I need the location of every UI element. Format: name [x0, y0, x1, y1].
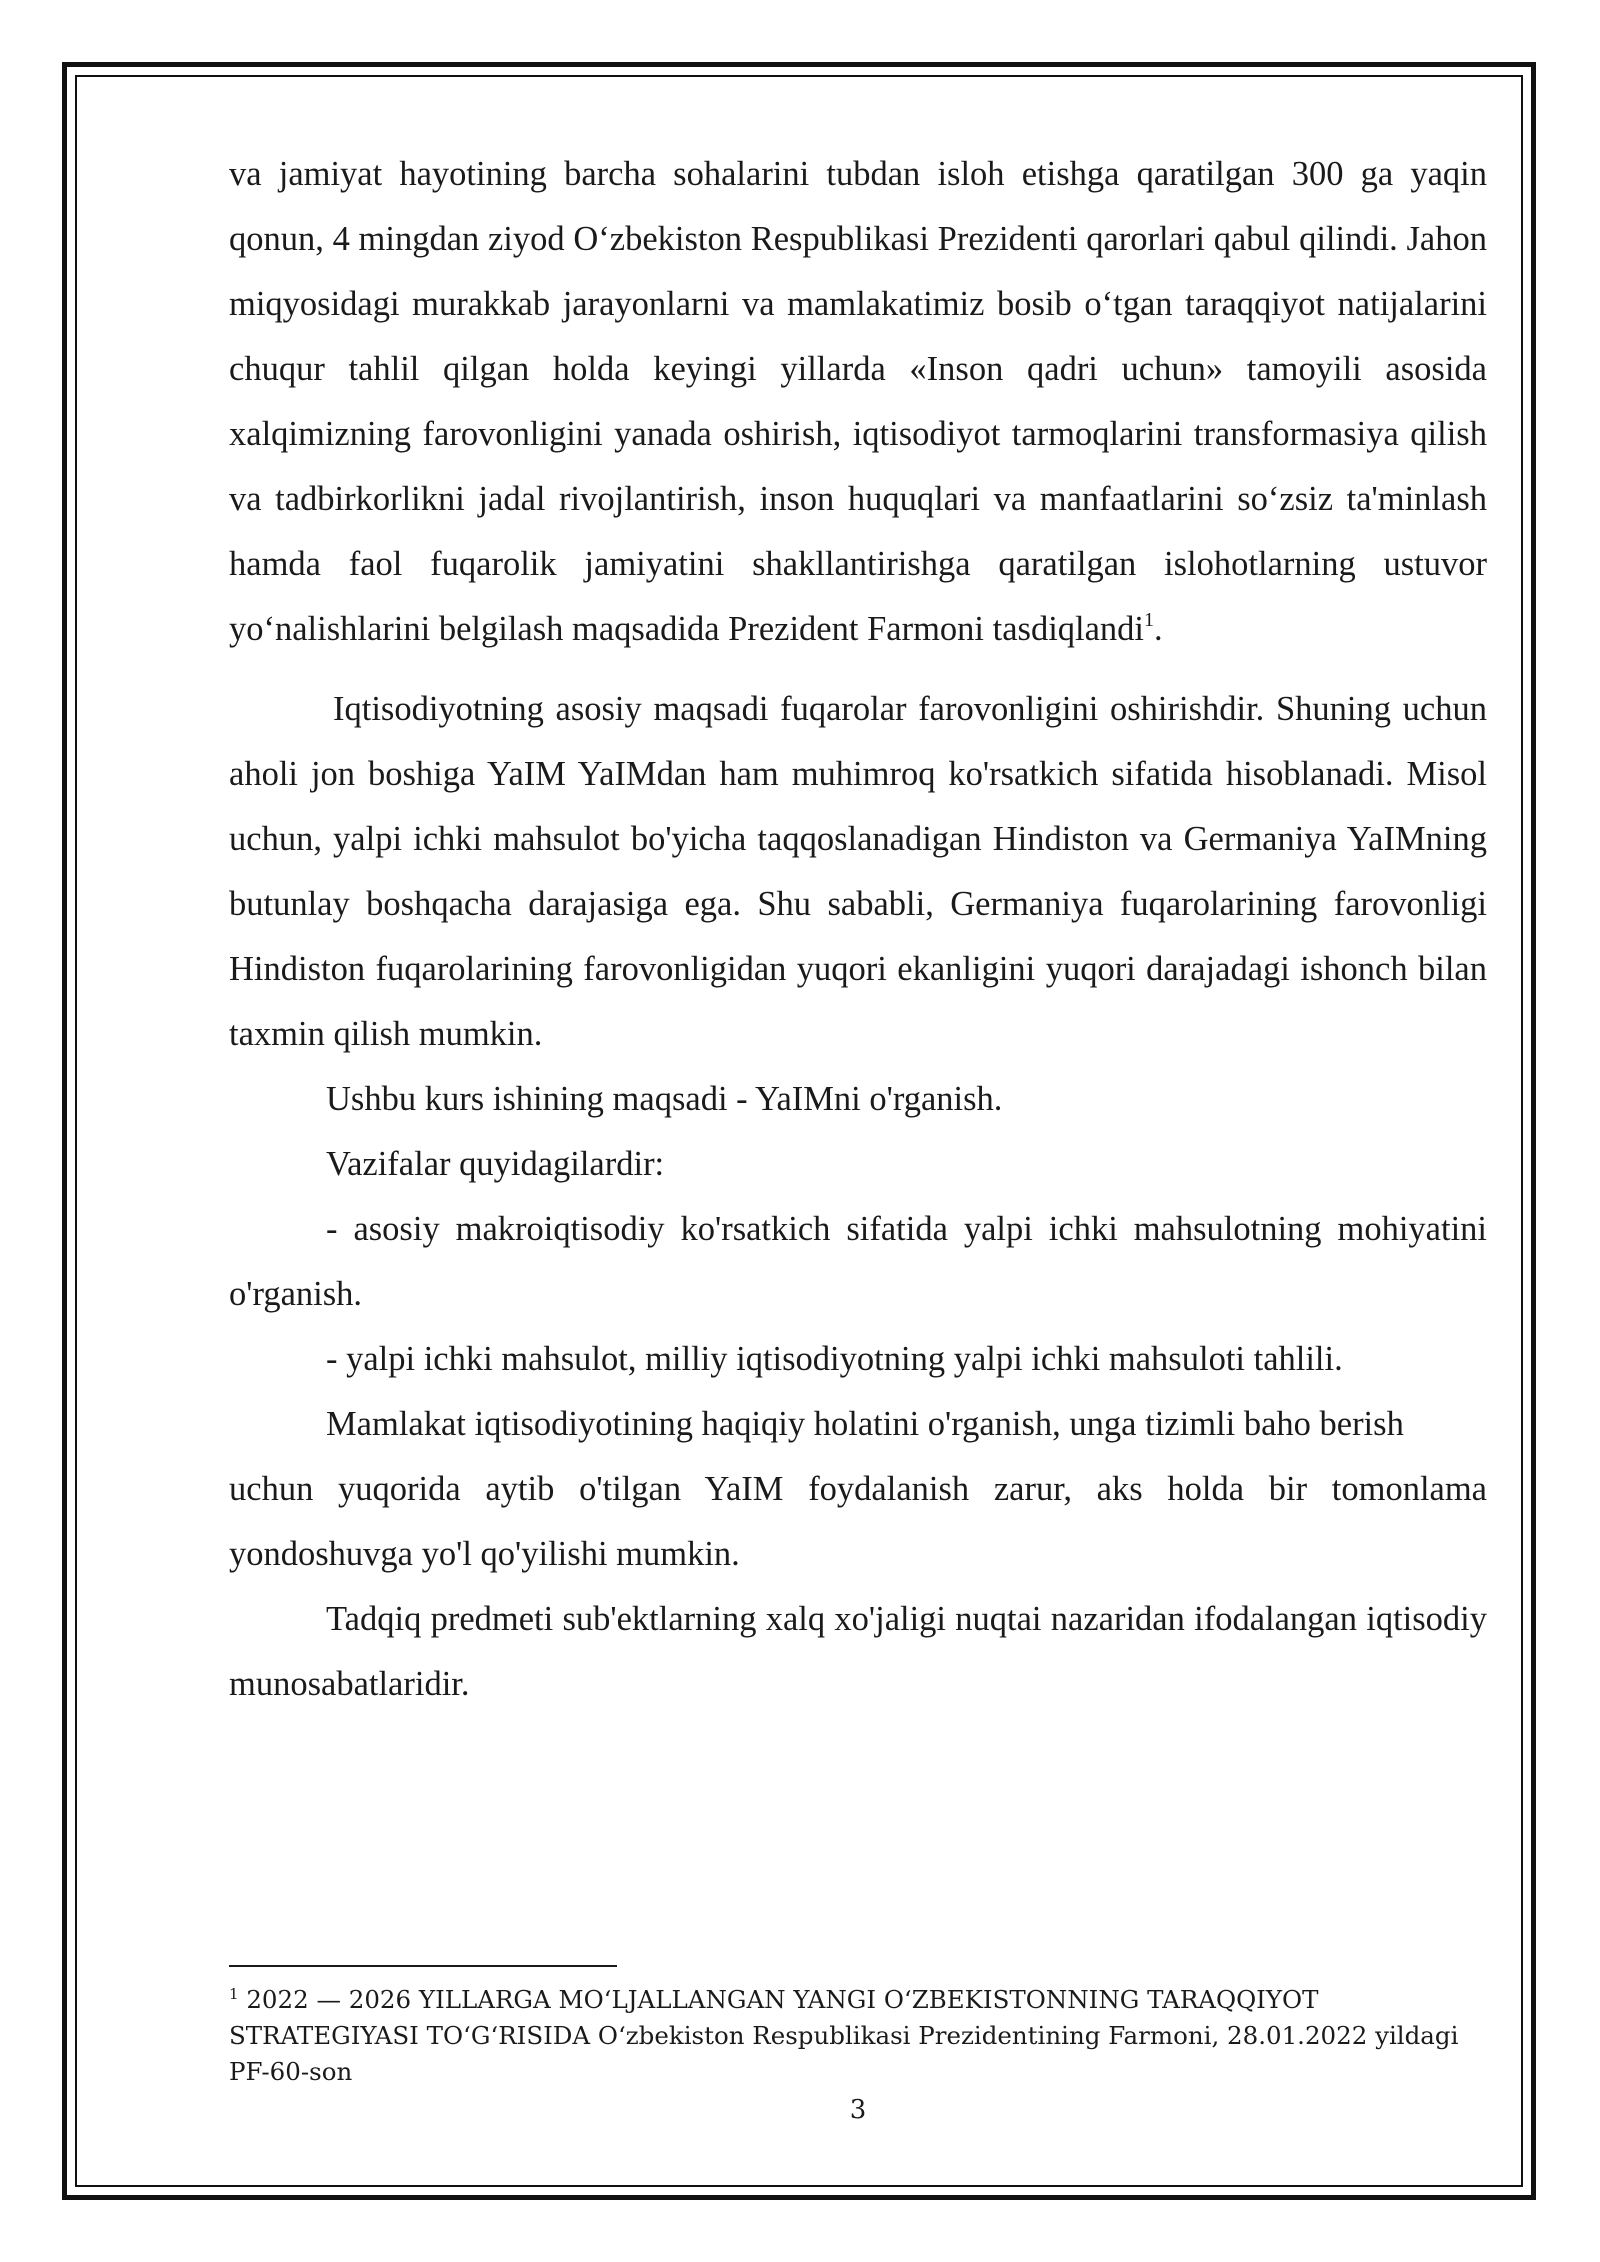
paragraph-1: [229, 142, 1487, 662]
paragraph-1-end: .: [1154, 610, 1163, 648]
footnote-reference: 1: [1144, 609, 1155, 631]
footnote-marker: 1: [229, 1985, 239, 2003]
paragraph-subject: Tadqiq predmeti sub'ektlarning xalq xo'jaligi nuqtai nazaridan ifodalangan iqtisodiy munosabatlaridir.: [229, 1600, 1487, 1703]
paragraph-2: Iqtisodiyotning asosiy maqsadi fuqarolar farovonligini oshirishdir. Shuning uchun aholi jon boshiga YaIM YaIMdan ham muhimroq ko'rsatkich sifatida hisoblanadi. Misol uchun, yalpi ichki mahsulot bo'yicha taqqoslanadigan Hindiston va Germaniya YaIMning butunlay boshqacha darajasiga ega. Shu sababli, Germaniya fuqarolarining farovonligi Hindiston fuqarolarining farovonligidan yuqori ekanligini yuqori darajadagi ishonch bilan taxmin qilish mumkin.: [229, 690, 1487, 1053]
document-body: [229, 142, 1487, 1717]
footnote-text: 2022 — 2026 YILLARGA MO‘LJALLANGAN YANGI O‘ZBEKISTONNING TARAQQIYOT STRATEGIYASI TO‘G‘RISIDA O‘zbekiston Respublikasi Prezidentining Farmoni, 28.01.2022 yildagi PF-60-son: [229, 1985, 1459, 2086]
footnote: [229, 1982, 1489, 2090]
page-number: 3: [849, 2095, 867, 2125]
paragraph-tasks-heading: Vazifalar quyidagilardir:: [326, 1145, 665, 1183]
task-item-1: - asosiy makroiqtisodiy ko'rsatkich sifatida yalpi ichki mahsulotning mohiyatini o'rganish.: [229, 1210, 1487, 1313]
task-item-2: - yalpi ichki mahsulot, milliy iqtisodiyotning yalpi ichki mahsuloti tahlili.: [326, 1340, 1343, 1378]
paragraph-goal: Ushbu kurs ishining maqsadi - YaIMni o'rganish.: [326, 1080, 1003, 1118]
paragraph-1-text: va jamiyat hayotining barcha sohalarini tubdan isloh etishga qaratilgan 300 ga yaqin qonun, 4 mingdan ziyod O‘zbekiston Respublikasi Prezidenti qarorlari qabul qilindi. Jahon miqyosidagi murakkab jarayonlarni va mamlakatimiz bosib o‘tgan taraqqiyot natijalarini chuqur tahlil qilgan holda keyingi yillarda «Inson qadri uchun» tamoyili asosida xalqimizning farovonligini yanada oshirish, iqtisodiyot tarmoqlarini transformasiya qilish va tadbirkorlikni jadal rivojlantirish, inson huquqlari va manfaatlarini so‘zsiz ta'minlash hamda faol fuqarolik jamiyatini shakllantirishga qaratilgan islohotlarning ustuvor yo‘nalishlarini belgilash maqsadida Prezident Farmoni tasdiqlandi: [229, 155, 1487, 648]
paragraph-state: Mamlakat iqtisodiyotining haqiqiy holatini o'rganish, unga tizimli baho berish: [326, 1405, 1404, 1443]
paragraph-state-continued: uchun yuqorida aytib o'tilgan YaIM foydalanish zarur, aks holda bir tomonlama yondoshuvga yo'l qo'yilishi mumkin.: [229, 1470, 1487, 1573]
footnote-separator: [229, 1965, 617, 1967]
